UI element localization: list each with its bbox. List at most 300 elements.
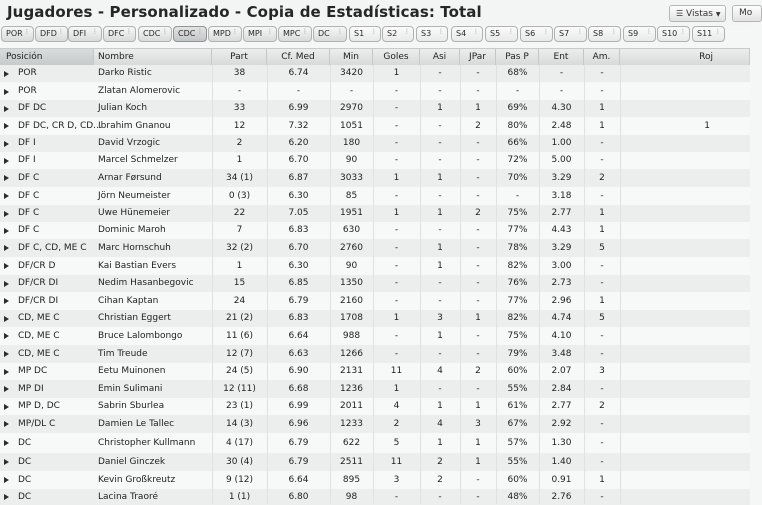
cell-ent: 2.96	[551, 296, 572, 306]
tab-label: S7	[559, 29, 570, 38]
tab-dfi-2[interactable]	[68, 26, 102, 42]
cell-roj	[620, 292, 710, 310]
tab-s2-11[interactable]	[382, 26, 414, 42]
table-row[interactable]	[0, 398, 750, 415]
cell-goles: -	[394, 191, 399, 201]
cell-part: 32 (2)	[225, 243, 254, 253]
cell-pasp: 78%	[507, 243, 528, 253]
cell-part: -	[237, 86, 242, 96]
cell-ent: -	[559, 86, 564, 96]
cell-roj	[620, 205, 710, 222]
cell-ent: 0.91	[551, 475, 572, 485]
cell-jpar: 1	[475, 457, 481, 467]
cell-nombre-player-name[interactable]: Marc Hornschuh	[98, 243, 171, 253]
cell-asi: -	[438, 86, 442, 96]
cell-min: 2511	[340, 457, 363, 467]
cell-pasp: -	[515, 191, 520, 201]
cell-ent: 2.07	[551, 366, 572, 376]
cell-asi: -	[438, 191, 442, 201]
table-row[interactable]	[0, 187, 750, 205]
column-separator	[330, 65, 331, 504]
cell-pasp: 55%	[507, 457, 528, 467]
caret-right-icon[interactable]	[4, 245, 9, 251]
cell-asi: -	[438, 349, 442, 359]
cell-part: 2	[236, 138, 243, 148]
drag-handle-icon: ⋮	[302, 28, 308, 35]
column-header-11[interactable]: Roj	[620, 49, 750, 65]
caret-right-icon[interactable]	[4, 333, 9, 339]
cell-roj	[620, 310, 710, 327]
drag-handle-icon: ⋮	[58, 28, 64, 35]
tab-label: CDC	[143, 29, 161, 38]
caret-right-icon[interactable]	[4, 351, 9, 357]
column-separator	[496, 65, 497, 504]
column-header-4[interactable]: Min	[330, 49, 373, 65]
cell-pasp: 60%	[507, 366, 528, 376]
cell-nombre-player-name[interactable]: Bruce Lalombongo	[98, 331, 183, 341]
drag-handle-icon: ⋮	[232, 28, 238, 35]
cell-am: 1	[599, 475, 605, 485]
table-row[interactable]	[0, 292, 750, 310]
cell-ent: 4.30	[551, 103, 572, 113]
column-header-7[interactable]: JPar	[460, 49, 496, 65]
table-row[interactable]	[0, 117, 750, 135]
caret-right-icon[interactable]	[4, 281, 9, 287]
cell-part: 1	[236, 155, 243, 165]
cell-cfmed: 6.30	[288, 191, 309, 201]
cell-am: 1	[599, 296, 605, 306]
column-header-8[interactable]: Pas P	[496, 49, 539, 65]
tab-s7-16[interactable]	[554, 26, 587, 42]
cell-goles: 11	[390, 457, 403, 467]
views-button[interactable]	[669, 5, 726, 22]
cell-posicin: DC	[18, 475, 32, 485]
cell-nombre-player-name[interactable]: Eetu Muinonen	[98, 366, 166, 376]
drag-handle-icon: ⋮	[715, 28, 721, 35]
cell-posicin: DF C	[18, 191, 40, 201]
cell-ent: 4.10	[551, 331, 572, 341]
cell-posicin: MP DC	[18, 366, 48, 376]
cell-roj	[620, 222, 710, 239]
table-header	[0, 48, 750, 66]
cell-goles: -	[394, 278, 399, 288]
table-row[interactable]	[0, 310, 750, 327]
column-separator	[584, 65, 585, 504]
cell-goles: 1	[393, 313, 400, 323]
column-header-1[interactable]: Nombre	[94, 49, 212, 65]
caret-right-icon[interactable]	[4, 494, 9, 500]
cell-part: 7	[236, 225, 243, 235]
table-row[interactable]	[0, 257, 750, 275]
table-row[interactable]	[0, 83, 750, 100]
cell-pasp: 75%	[507, 331, 528, 341]
cell-cfmed: 6.83	[288, 313, 309, 323]
cell-ent: 1.30	[551, 438, 572, 448]
cell-roj	[620, 398, 710, 415]
cell-pasp: 76%	[507, 278, 528, 288]
tab-mpc-8[interactable]	[278, 26, 312, 42]
cell-asi: 1	[437, 103, 443, 113]
cell-roj	[620, 327, 710, 345]
cell-am: -	[600, 191, 604, 201]
tab-label: DFD	[40, 29, 57, 38]
cell-pasp: 75%	[507, 208, 528, 218]
cell-posicin: DF DC	[18, 103, 47, 113]
tab-dfd-1[interactable]	[35, 26, 68, 42]
table-row[interactable]	[0, 415, 750, 433]
cell-roj	[620, 83, 710, 100]
cell-nombre-player-name[interactable]: Marcel Schmelzer	[98, 155, 178, 165]
column-separator	[373, 65, 374, 504]
cell-jpar: 1	[475, 438, 481, 448]
caret-right-icon[interactable]	[4, 158, 9, 164]
more-label: Mo	[739, 8, 753, 18]
drag-handle-icon: ⋮	[646, 28, 652, 35]
cell-asi: 1	[437, 331, 443, 341]
cell-cfmed: 6.96	[288, 419, 309, 429]
cell-nombre-player-name[interactable]: Jörn Neumeister	[98, 191, 171, 201]
cell-jpar: -	[476, 475, 480, 485]
cell-goles: -	[394, 86, 399, 96]
column-header-0[interactable]: Posición	[0, 49, 94, 65]
table-row[interactable]	[0, 363, 750, 380]
cell-jpar: -	[476, 261, 480, 271]
cell-roj	[620, 380, 710, 398]
caret-right-icon[interactable]	[4, 404, 9, 410]
table-row[interactable]	[0, 100, 750, 117]
cell-part: 11 (6)	[225, 331, 254, 341]
cell-min: 1266	[340, 349, 363, 359]
tab-s11-20[interactable]	[692, 26, 725, 42]
tab-label: MPC	[283, 29, 301, 38]
column-header-5[interactable]: Goles	[373, 49, 420, 65]
cell-posicin: DF/CR DI	[18, 278, 59, 288]
column-separator	[420, 65, 421, 504]
table-row[interactable]	[0, 222, 750, 239]
cell-nombre-player-name[interactable]: Christopher Kullmann	[98, 438, 196, 448]
cell-part: 14 (3)	[225, 419, 254, 429]
cell-am: -	[600, 349, 604, 359]
caret-right-icon[interactable]	[4, 193, 9, 199]
caret-right-icon[interactable]	[4, 89, 9, 95]
caret-right-icon[interactable]	[4, 71, 9, 77]
cell-nombre-player-name[interactable]: Lacina Traoré	[98, 492, 158, 502]
cell-min: 90	[345, 261, 358, 271]
cell-pasp: 68%	[507, 68, 528, 78]
cell-ent: 1.40	[551, 457, 572, 467]
column-separator	[539, 65, 540, 504]
cell-pasp: 55%	[507, 384, 528, 394]
cell-cfmed: 6.85	[288, 278, 309, 288]
chevron-down-icon: ▼	[715, 11, 721, 18]
table-row[interactable]	[0, 152, 750, 169]
tab-s4-13[interactable]	[451, 26, 483, 42]
caret-right-icon[interactable]	[4, 316, 9, 322]
cell-min: 180	[342, 138, 361, 148]
cell-posicin: DF I	[18, 138, 36, 148]
cell-goles: 5	[393, 438, 400, 448]
cell-min: 988	[342, 331, 361, 341]
cell-goles: -	[394, 155, 399, 165]
tab-label: DC	[318, 29, 330, 38]
cell-cfmed: 6.99	[288, 103, 309, 113]
tab-dc-9[interactable]	[313, 26, 347, 42]
cell-cfmed: 6.79	[288, 457, 309, 467]
column-header-3[interactable]: Cf. Med	[267, 49, 330, 65]
caret-right-icon[interactable]	[4, 298, 9, 304]
cell-cfmed: 6.63	[288, 349, 309, 359]
drag-handle-icon: ⋮	[267, 28, 273, 35]
cell-min: 1051	[340, 121, 363, 131]
cell-am: -	[600, 155, 604, 165]
cell-roj	[620, 152, 710, 169]
tab-label: S8	[593, 29, 604, 38]
cell-pasp: 69%	[507, 103, 528, 113]
caret-right-icon[interactable]	[4, 459, 9, 465]
caret-right-icon[interactable]	[4, 477, 9, 483]
cell-ent: 1.00	[551, 138, 572, 148]
cell-pasp: 60%	[507, 475, 528, 485]
cell-roj	[620, 100, 710, 117]
cell-am: 3	[599, 366, 605, 376]
table-row[interactable]	[0, 239, 750, 257]
cell-roj	[620, 239, 710, 257]
caret-right-icon[interactable]	[4, 440, 9, 446]
cell-ent: 3.29	[551, 243, 572, 253]
cell-nombre-player-name[interactable]: David Vrzogic	[98, 138, 161, 148]
cell-cfmed: 6.80	[288, 492, 309, 502]
cell-am: -	[600, 261, 604, 271]
cell-asi: 1	[437, 438, 443, 448]
tab-dfc-3[interactable]	[103, 26, 136, 42]
tab-s9-18[interactable]	[623, 26, 656, 42]
cell-cfmed: 6.70	[288, 243, 309, 253]
cell-cfmed: 6.74	[288, 68, 309, 78]
cell-roj	[620, 257, 710, 275]
cell-am: -	[600, 278, 604, 288]
tab-cdc-5[interactable]	[173, 26, 207, 42]
cell-am: -	[600, 438, 604, 448]
cell-nombre-player-name[interactable]: Uwe Hünemeier	[98, 208, 171, 218]
cell-goles: -	[394, 261, 399, 271]
cell-am: 1	[599, 208, 605, 218]
cell-min: 1951	[340, 208, 363, 218]
cell-goles: 2	[393, 419, 400, 429]
caret-right-icon[interactable]	[4, 386, 9, 392]
cell-goles: -	[394, 225, 399, 235]
cell-ent: -	[559, 68, 564, 78]
cell-nombre-player-name[interactable]: Damien Le Tallec	[98, 419, 175, 429]
table-row[interactable]	[0, 169, 750, 187]
tab-mpd-6[interactable]	[208, 26, 242, 42]
column-separator	[212, 65, 213, 504]
drag-handle-icon: ⋮	[680, 28, 686, 35]
cell-roj	[620, 65, 710, 82]
tab-cdc-4[interactable]	[138, 26, 172, 42]
cell-pasp: 77%	[507, 225, 528, 235]
table-row[interactable]	[0, 471, 750, 489]
column-separator	[620, 65, 621, 504]
cell-roj	[620, 135, 710, 152]
cell-jpar: -	[476, 225, 480, 235]
tab-s10-19[interactable]	[657, 26, 690, 42]
title-bar	[0, 0, 753, 25]
more-button[interactable]	[732, 5, 762, 22]
table-row[interactable]	[0, 453, 750, 471]
table-row[interactable]	[0, 135, 750, 152]
caret-right-icon[interactable]	[4, 421, 9, 427]
cell-posicin: MP/DL C	[18, 419, 56, 429]
cell-part: 24 (5)	[225, 366, 254, 376]
cell-pasp: 79%	[507, 349, 528, 359]
cell-part: 15	[233, 278, 246, 288]
cell-jpar: -	[476, 86, 480, 96]
table-row[interactable]	[0, 275, 750, 292]
cell-nombre-player-name[interactable]: Tim Treude	[98, 349, 148, 359]
cell-roj	[620, 275, 710, 292]
cell-nombre-player-name[interactable]: Daniel Ginczek	[98, 457, 166, 467]
cell-pasp: 61%	[507, 401, 528, 411]
cell-part: 22	[233, 208, 246, 218]
cell-nombre-player-name[interactable]: Kevin Großkreutz	[98, 475, 176, 485]
cell-cfmed: 6.79	[288, 438, 309, 448]
cell-ent: 3.29	[551, 173, 572, 183]
column-header-2[interactable]: Part	[212, 49, 267, 65]
cell-min: 622	[342, 438, 361, 448]
cell-goles: 3	[393, 475, 400, 485]
cell-min: 2760	[340, 243, 363, 253]
cell-min: 1233	[340, 419, 363, 429]
table-row[interactable]	[0, 65, 750, 82]
cell-jpar: -	[476, 243, 480, 253]
tab-mpi-7[interactable]	[243, 26, 277, 42]
table-row[interactable]	[0, 327, 750, 345]
cell-min: 2970	[340, 103, 363, 113]
cell-nombre-player-name[interactable]: Sabrin Sburlea	[98, 401, 165, 411]
cell-posicin: POR	[18, 68, 37, 78]
cell-pasp: 66%	[507, 138, 528, 148]
cell-part: 12	[233, 121, 246, 131]
cell-pasp: 80%	[507, 121, 528, 131]
cell-am: 1	[599, 225, 605, 235]
cell-am: 1	[599, 121, 605, 131]
cell-asi: -	[438, 296, 442, 306]
cell-part: 24	[233, 296, 246, 306]
cell-min: 630	[342, 225, 361, 235]
cell-roj: 1	[704, 121, 710, 131]
cell-jpar: 2	[475, 121, 481, 131]
cell-part: 21 (2)	[225, 313, 254, 323]
caret-right-icon[interactable]	[4, 369, 9, 375]
caret-right-icon[interactable]	[4, 175, 9, 181]
cell-goles: -	[394, 296, 399, 306]
caret-right-icon[interactable]	[4, 228, 9, 234]
tab-s1-10[interactable]	[349, 26, 381, 42]
tab-label: S9	[628, 29, 639, 38]
caret-right-icon[interactable]	[4, 263, 9, 269]
table-row[interactable]	[0, 345, 750, 363]
cell-asi: 4	[437, 419, 443, 429]
caret-right-icon[interactable]	[4, 123, 9, 129]
column-header-6[interactable]: Asi	[420, 49, 460, 65]
cell-jpar: 1	[475, 401, 481, 411]
cell-posicin: POR	[18, 86, 37, 96]
drag-handle-icon: ⋮	[24, 28, 30, 35]
cell-nombre-player-name[interactable]: Zlatan Alomerovic	[98, 86, 181, 96]
cell-nombre-player-name[interactable]: Ibrahim Gnanou	[98, 121, 171, 131]
cell-jpar: -	[476, 331, 480, 341]
cell-min: 1236	[340, 384, 363, 394]
cell-goles: 1	[393, 384, 400, 394]
cell-roj	[620, 363, 710, 380]
cell-asi: -	[438, 225, 442, 235]
cell-asi: -	[438, 384, 442, 394]
cell-nombre-player-name[interactable]: Dominic Maroh	[98, 225, 166, 235]
column-separator	[267, 65, 268, 504]
tab-s6-15[interactable]	[520, 26, 553, 42]
cell-goles: -	[394, 121, 399, 131]
caret-right-icon[interactable]	[4, 141, 9, 147]
caret-right-icon[interactable]	[4, 211, 9, 217]
cell-nombre-player-name[interactable]: Cihan Kaptan	[98, 296, 159, 306]
tab-s5-14[interactable]	[485, 26, 518, 42]
cell-asi: 1	[437, 173, 443, 183]
table-row[interactable]	[0, 489, 750, 505]
cell-part: 1 (1)	[228, 492, 251, 502]
tab-por-0[interactable]	[1, 26, 34, 42]
cell-nombre-player-name[interactable]: Emin Sulimani	[98, 384, 163, 394]
cell-asi: -	[438, 68, 442, 78]
cell-nombre-player-name[interactable]: Arnar Førsund	[98, 173, 162, 183]
column-separator	[460, 65, 461, 504]
cell-jpar: -	[476, 68, 480, 78]
cell-jpar: -	[476, 384, 480, 394]
tab-label: MPI	[248, 29, 263, 38]
cell-jpar: 1	[475, 103, 481, 113]
cell-asi: -	[438, 492, 442, 502]
cell-ent: 2.77	[551, 401, 572, 411]
cell-cfmed: 7.05	[288, 208, 309, 218]
caret-right-icon[interactable]	[4, 106, 9, 112]
cell-nombre-player-name[interactable]: Julian Koch	[98, 103, 148, 113]
table-row[interactable]	[0, 205, 750, 222]
cell-min: 2160	[340, 296, 363, 306]
column-header-9[interactable]: Ent	[539, 49, 584, 65]
cell-nombre-player-name[interactable]: Kai Bastian Evers	[98, 261, 177, 271]
cell-ent: 4.43	[551, 225, 572, 235]
cell-nombre-player-name[interactable]: Darko Ristic	[98, 68, 152, 78]
cell-min: 85	[345, 191, 358, 201]
tab-s8-17[interactable]	[588, 26, 621, 42]
tab-label: DFI	[73, 29, 87, 38]
column-header-10[interactable]: Am.	[584, 49, 620, 65]
cell-nombre-player-name[interactable]: Christian Eggert	[98, 313, 171, 323]
cell-ent: 3.00	[551, 261, 572, 271]
cell-posicin: DF/CR D	[18, 261, 56, 271]
cell-nombre-player-name[interactable]: Nedim Hasanbegovic	[98, 278, 194, 288]
cell-asi: -	[438, 138, 442, 148]
cell-cfmed: 6.90	[288, 366, 309, 376]
table-row[interactable]	[0, 433, 750, 453]
cell-cfmed: 6.20	[288, 138, 309, 148]
cell-asi: 1	[437, 243, 443, 253]
table-row[interactable]	[0, 380, 750, 398]
cell-goles: 1	[393, 208, 400, 218]
cell-posicin: MP D, DC	[18, 401, 60, 411]
cell-ent: 3.18	[551, 191, 572, 201]
tab-s3-12[interactable]	[416, 26, 448, 42]
cell-am: -	[600, 138, 604, 148]
